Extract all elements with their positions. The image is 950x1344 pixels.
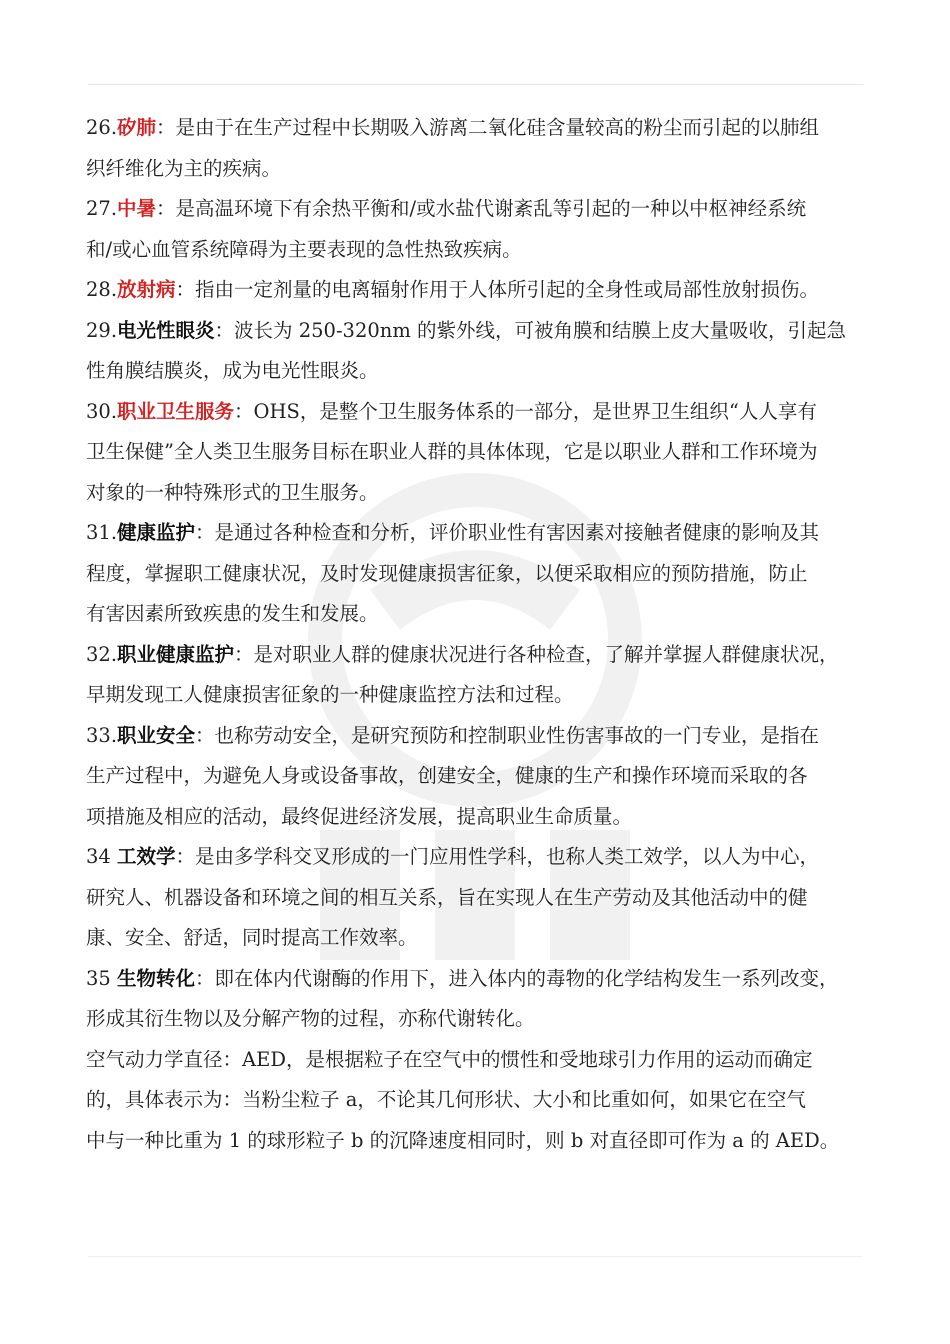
entry-number: 26. — [86, 116, 118, 139]
glossary-entry — [86, 108, 876, 189]
entry-line — [86, 554, 876, 595]
entry-text: 是高温环境下有余热平衡和/或水盐代谢紊乱等引起的一种以中枢神经系统 — [175, 197, 807, 220]
entry-line — [86, 716, 876, 757]
glossary-entry — [86, 513, 876, 635]
entry-number: 29. — [86, 318, 118, 342]
entry-separator: ： — [214, 318, 235, 342]
entry-line — [86, 756, 876, 797]
entry-text: 波长为 250-320nm 的紫外线，可被角膜和结膜上皮大量吸收，引起急 — [234, 318, 847, 342]
entry-line — [86, 594, 876, 635]
glossary-list — [86, 108, 876, 1161]
entry-separator: ： — [175, 845, 196, 868]
entry-text: 织纤维化为主的疾病。 — [86, 156, 282, 180]
entry-text: 的，具体表示为：当粉尘粒子 a，不论其几何形状、大小和比重如何，如果它在空气 — [86, 1088, 806, 1111]
entry-text: 研究人、机器设备和环境之间的相互关系，旨在实现人在生产劳动及其他活动中的健 — [86, 885, 808, 909]
entry-line — [86, 473, 876, 514]
entry-line — [86, 513, 876, 554]
entry-text: 也称劳动安全，是研究预防和控制职业性伤害事故的一门专业，是指在 — [214, 723, 820, 747]
glossary-entry — [86, 1040, 876, 1162]
entry-term: 健康监护 — [117, 521, 196, 544]
entry-number: 35 — [86, 966, 118, 990]
entry-text: 程度，掌握职工健康状况，及时发现健康损害征象，以便采取相应的预防措施，防止 — [86, 561, 808, 585]
entry-term: 电光性眼炎 — [117, 318, 215, 342]
entry-term: 生物转化 — [117, 966, 196, 990]
entry-line — [86, 270, 876, 311]
entry-term: 工效学 — [117, 845, 176, 868]
entry-text: 空气动力学直径：AED，是根据粒子在空气中的惯性和受地球引力作用的运动而确定 — [86, 1047, 813, 1071]
entry-text: 是由多学科交叉形成的一门应用性学科，也称人类工效学，以人为中心， — [195, 845, 820, 868]
entry-line — [86, 311, 876, 352]
entry-line — [86, 149, 876, 190]
entry-text: 卫生保健”全人类卫生服务目标在职业人群的具体体现，它是以职业人群和工作环境为 — [86, 440, 818, 463]
entry-text: 有害因素所致疾患的发生和发展。 — [86, 602, 379, 625]
glossary-entry — [86, 270, 876, 311]
entry-line — [86, 999, 876, 1040]
entry-line — [86, 351, 876, 392]
entry-line — [86, 918, 876, 959]
entry-term: 职业卫生服务 — [117, 399, 235, 423]
entry-line — [86, 392, 876, 433]
entry-line — [86, 635, 876, 676]
entry-number: 34 — [86, 845, 118, 868]
entry-separator: ： — [175, 278, 196, 301]
entry-line — [86, 837, 876, 878]
entry-text: 指由一定剂量的电离辐射作用于人体所引起的全身性或局部性放射损伤。 — [195, 278, 820, 301]
entry-text: OHS，是整个卫生服务体系的一部分，是世界卫生组织“人人享有 — [253, 399, 817, 423]
entry-text: 形成其衍生物以及分解产物的过程，亦称代谢转化。 — [86, 1007, 535, 1030]
entry-text: 生产过程中，为避免人身或设备事故，创建安全，健康的生产和操作环境而采取的各 — [86, 764, 808, 787]
entry-separator: ： — [195, 966, 215, 990]
entry-number: 31. — [86, 521, 118, 544]
entry-term: 职业安全 — [117, 723, 196, 747]
glossary-entry — [86, 959, 876, 1040]
entry-separator: ： — [234, 399, 254, 423]
entry-text: 性角膜结膜炎，成为电光性眼炎。 — [86, 359, 379, 382]
glossary-entry — [86, 189, 876, 270]
entry-text: 是对职业人群的健康状况进行各种检查，了解并掌握人群健康状况， — [253, 642, 839, 666]
entry-text: 是通过各种检查和分析，评价职业性有害因素对接触者健康的影响及其 — [214, 521, 820, 544]
entry-separator: ： — [156, 116, 176, 139]
entry-term: 中暑 — [117, 197, 157, 220]
entry-term: 职业健康监护 — [117, 642, 235, 666]
entry-text: 早期发现工人健康损害征象的一种健康监控方法和过程。 — [86, 683, 574, 706]
entry-separator: ： — [195, 723, 215, 747]
entry-line — [86, 1121, 876, 1162]
glossary-entry — [86, 311, 876, 392]
entry-separator: ： — [195, 521, 215, 544]
glossary-entry — [86, 837, 876, 959]
entry-text: 项措施及相应的活动，最终促进经济发展，提高职业生命质量。 — [86, 804, 633, 828]
footer-rule — [88, 1256, 863, 1257]
entry-line — [86, 797, 876, 838]
glossary-entry — [86, 392, 876, 514]
entry-term: 矽肺 — [117, 116, 157, 139]
entry-number: 28. — [86, 278, 118, 301]
entry-separator: ： — [156, 197, 176, 220]
entry-line — [86, 878, 876, 919]
entry-text: 即在体内代谢酶的作用下，进入体内的毒物的化学结构发生一系列改变， — [214, 966, 839, 990]
entry-line — [86, 1040, 876, 1081]
entry-number: 33. — [86, 723, 118, 747]
entry-text: 对象的一种特殊形式的卫生服务。 — [86, 480, 379, 504]
entry-text: 中与一种比重为 1 的球形粒子 b 的沉降速度相同时，则 b 对直径即可作为 a 的 AED。 — [86, 1128, 840, 1152]
entry-text: 康、安全、舒适，同时提高工作效率。 — [86, 926, 418, 949]
entry-text: 是由于在生产过程中长期吸入游离二氧化硅含量较高的粉尘而引起的以肺组 — [175, 116, 820, 139]
entry-line — [86, 189, 876, 230]
entry-number: 30. — [86, 399, 118, 423]
glossary-entry — [86, 716, 876, 838]
entry-number: 27. — [86, 197, 118, 220]
entry-line — [86, 230, 876, 271]
entry-number: 32. — [86, 642, 118, 666]
entry-line — [86, 432, 876, 473]
header-rule — [88, 84, 863, 85]
entry-line — [86, 675, 876, 716]
entry-term: 放射病 — [117, 278, 176, 301]
entry-line — [86, 1080, 876, 1121]
entry-text: 和/或心血管系统障碍为主要表现的急性热致疾病。 — [86, 237, 522, 261]
entry-line — [86, 959, 876, 1000]
entry-separator: ： — [234, 642, 254, 666]
glossary-entry — [86, 635, 876, 716]
entry-line — [86, 108, 876, 149]
